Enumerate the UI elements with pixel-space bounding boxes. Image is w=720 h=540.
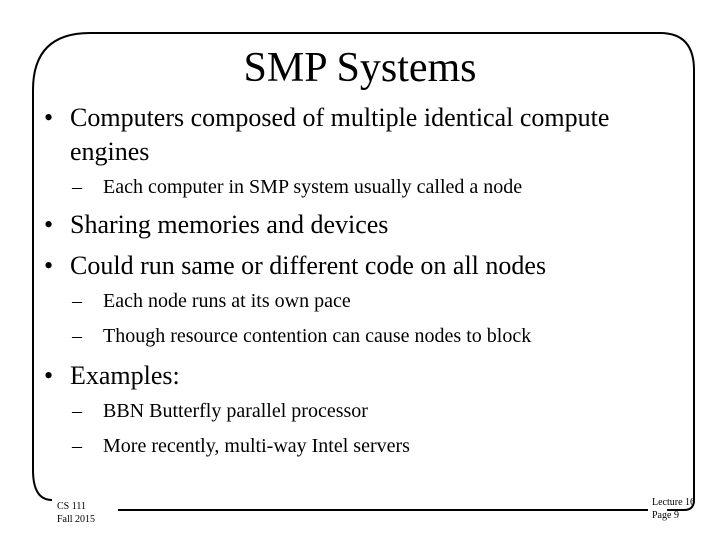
- sub-bullet-text: BBN Butterfly parallel processor: [103, 400, 368, 422]
- footer-page-number: Page 9: [652, 510, 679, 521]
- bullet-marker: •: [44, 210, 54, 239]
- slide-title: SMP Systems: [243, 45, 477, 91]
- bullet-code: [44, 250, 546, 282]
- footer-course: [57, 500, 95, 526]
- sub-bullet-bbn: [72, 398, 368, 424]
- sub-bullet-marker: –: [72, 400, 82, 422]
- bullet-computers-continued: [44, 136, 149, 168]
- sub-bullet-intel: [72, 433, 410, 459]
- sub-bullet-marker: –: [72, 176, 82, 198]
- bullet-text: Examples:: [70, 361, 180, 390]
- sub-bullet-pace: [72, 288, 351, 314]
- bullet-examples: [44, 360, 180, 392]
- bullet-text: Computers composed of multiple identical compute: [70, 103, 610, 132]
- bullet-text: engines: [70, 137, 150, 166]
- sub-bullet-text: More recently, multi-way Intel servers: [103, 435, 410, 457]
- bullet-marker: •: [44, 361, 54, 390]
- bullet-text: Sharing memories and devices: [70, 210, 389, 239]
- sub-bullet-text: Though resource contention can cause nodes to block: [103, 325, 532, 347]
- footer-lecture: [652, 496, 695, 522]
- footer-course-name: CS 111: [57, 501, 86, 512]
- bullet-marker: •: [44, 251, 54, 280]
- footer-term: Fall 2015: [57, 514, 96, 525]
- sub-bullet-text: Each node runs at its own pace: [103, 290, 351, 312]
- sub-bullet-contention: [72, 323, 531, 349]
- sub-bullet-marker: –: [72, 290, 82, 312]
- bullet-text: Could run same or different code on all nodes: [70, 251, 547, 280]
- sub-bullet-marker: –: [72, 435, 82, 457]
- sub-bullet-text: Each computer in SMP system usually called a node: [103, 176, 523, 198]
- sub-bullet-marker: –: [72, 325, 82, 347]
- bullet-computers: [44, 102, 609, 134]
- footer-lecture-number: Lecture 16: [652, 497, 696, 508]
- bullet-marker: •: [44, 103, 54, 132]
- sub-bullet-node: [72, 174, 522, 200]
- bullet-sharing: [44, 209, 388, 241]
